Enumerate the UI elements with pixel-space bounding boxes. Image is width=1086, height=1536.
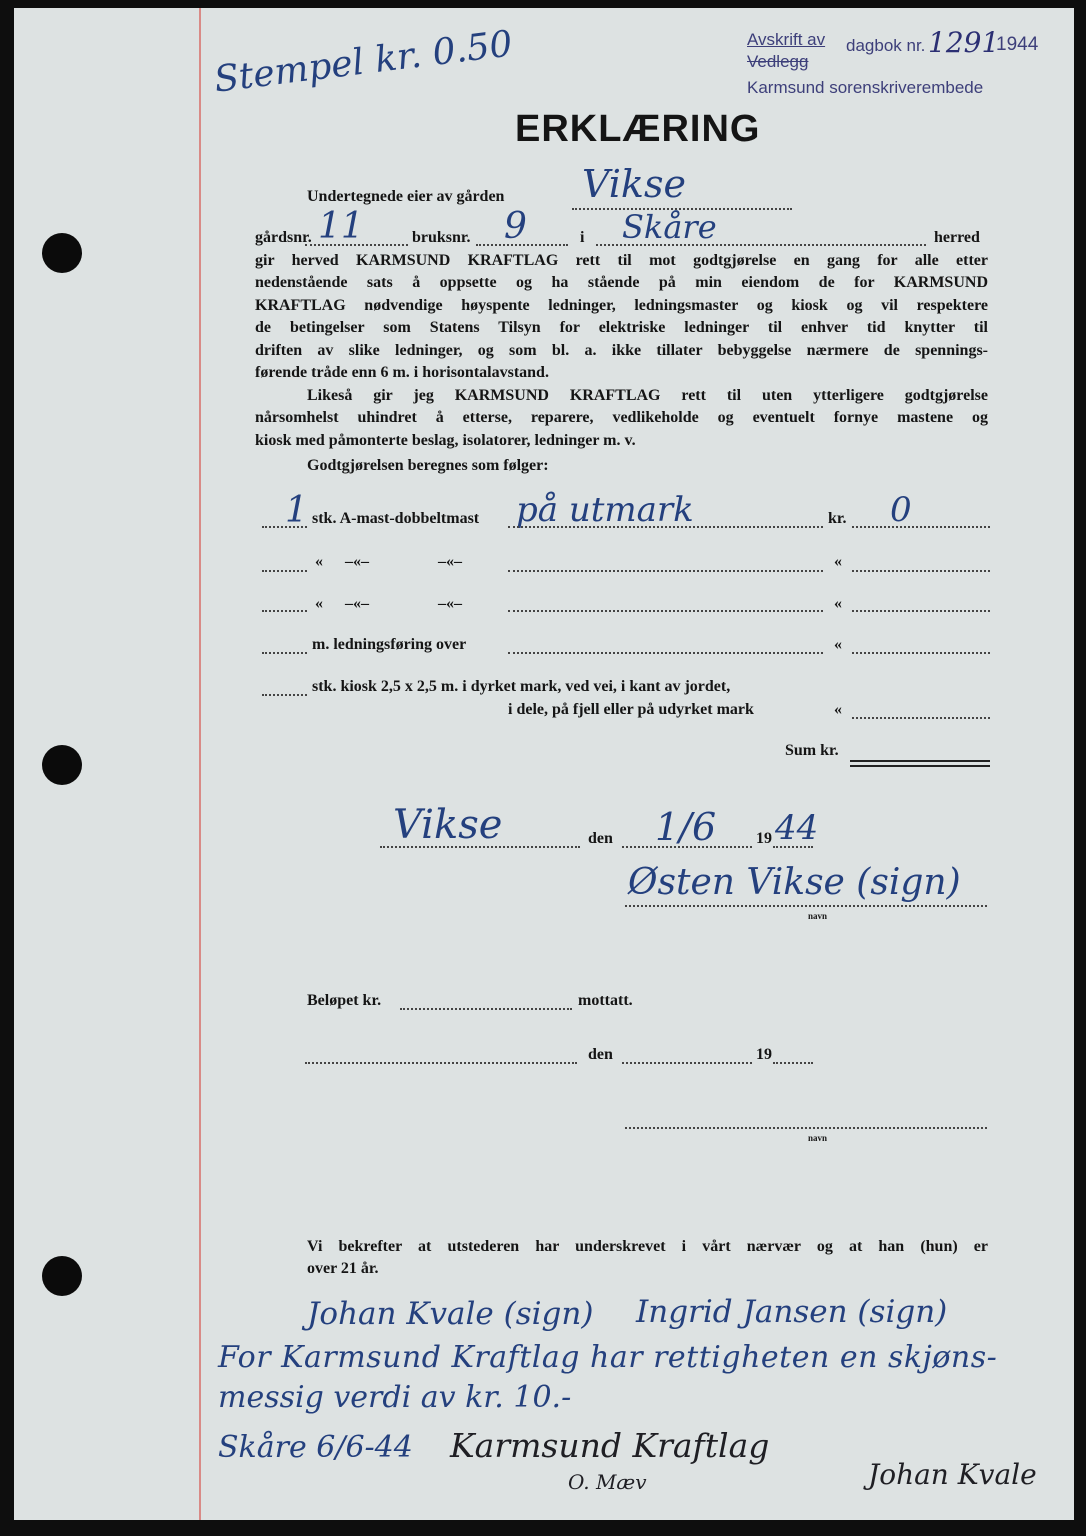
final-signature: Johan Kvale	[868, 1458, 1037, 1491]
qty-line	[262, 610, 307, 612]
mast-location: på utmark	[516, 490, 694, 530]
location-line	[508, 570, 823, 572]
amount-line	[852, 610, 990, 612]
witness-signature-1: Johan Kvale (sign)	[307, 1296, 594, 1332]
bnr-label: bruksnr.	[412, 229, 471, 246]
year-suffix: 44	[775, 808, 819, 848]
ditto-mark: –«–	[345, 553, 369, 570]
kr-label: kr.	[828, 510, 847, 527]
mast-amount: 0	[890, 490, 912, 530]
ditto-mark: «	[834, 701, 842, 718]
location-line	[508, 652, 823, 654]
year-line	[773, 846, 813, 848]
ditto-mark: «	[834, 595, 842, 612]
year-prefix: 19	[756, 830, 772, 847]
kiosk-label-2: i dele, på fjell eller på udyrket mark	[508, 701, 754, 718]
witness-statement	[307, 1236, 988, 1281]
location-line	[508, 526, 823, 528]
company-signature: Karmsund Kraftlag	[450, 1426, 770, 1465]
mottatt-label: mottatt.	[578, 992, 633, 1009]
payment-intro: Godtgjørelsen beregnes som følger:	[307, 457, 549, 474]
mast-quantity: 1	[285, 490, 308, 531]
sum-underline	[850, 760, 990, 762]
ledning-label: m. ledningsføring over	[312, 636, 467, 653]
dagbok-number: 1291	[928, 26, 1000, 59]
receipt-date-line	[622, 1062, 752, 1064]
stamp-fee-note: Stempel kr. 0.50	[212, 23, 515, 101]
witness-signature-2: Ingrid Jansen (sign)	[636, 1294, 948, 1330]
punch-hole	[42, 233, 82, 273]
receipt-navn-caption: navn	[808, 1133, 828, 1143]
paragraph-line: førende tråde enn 6 m. i horisontalavstand.	[255, 363, 549, 381]
gnr-value: 11	[318, 206, 364, 247]
paragraph-line: de betingelser som Statens Tilsyn for elektriske ledninger til enhver tid knytter til	[255, 319, 988, 337]
addendum-line-2: messig verdi av kr. 10.-	[218, 1380, 572, 1415]
ditto-mark: «	[315, 595, 323, 612]
kiosk-label: stk. kiosk 2,5 x 2,5 m. i dyrket mark, ved vei, i kant av jordet,	[312, 678, 731, 695]
signing-date: 1/6	[655, 805, 717, 849]
ditto-mark: –«–	[438, 595, 462, 612]
date-line	[622, 846, 752, 848]
receipt-den-label: den	[588, 1046, 613, 1063]
navn-caption: navn	[808, 911, 828, 921]
ditto-mark: –«–	[438, 553, 462, 570]
gnr-label: gårdsnr.	[255, 229, 312, 246]
signature-line	[625, 905, 987, 907]
ditto-mark: –«–	[345, 595, 369, 612]
amount-line	[852, 526, 990, 528]
municipality-value: Skåre	[622, 208, 717, 246]
punch-hole	[42, 1256, 82, 1296]
bnr-line	[476, 244, 568, 246]
addendum-line-1: For Karmsund Kraftlag har rettigheten en skjøns-	[218, 1340, 998, 1375]
receipt-place-line	[305, 1062, 577, 1064]
qty-line	[262, 526, 307, 528]
company-sub-signature: O. Mæv	[568, 1470, 647, 1494]
owner-label: Undertegnede eier av gården	[307, 188, 505, 205]
signing-place: Vikse	[393, 802, 503, 848]
location-line	[508, 610, 823, 612]
receipt-year-line	[773, 1062, 813, 1064]
amount-line	[852, 717, 990, 719]
belop-label: Beløpet kr.	[307, 992, 382, 1009]
ditto-mark: «	[315, 553, 323, 570]
i-label: i	[580, 229, 585, 246]
dagbok-label: dagbok nr.	[846, 36, 926, 55]
punch-hole	[42, 745, 82, 785]
paragraph-line: nedenstående sats å oppsette og ha stående på min eiendom de for KARMSUND	[255, 274, 988, 292]
den-label: den	[588, 830, 613, 847]
office-name: Karmsund sorenskriverembede	[747, 78, 984, 97]
page-title: ERKLÆRING	[515, 108, 761, 150]
witness-line: Vi bekrefter at utstederen har underskrevet i vårt nærvær og at han (hun) er	[307, 1238, 988, 1255]
bnr-value: 9	[504, 206, 527, 247]
farm-name: Vikse	[582, 162, 686, 206]
owner-signature: Østen Vikse (sign)	[628, 862, 961, 903]
qty-line	[262, 694, 307, 696]
herred-label: herred	[934, 229, 980, 246]
place-line	[380, 846, 580, 848]
receipt-signature-line	[625, 1127, 987, 1129]
amount-line	[852, 652, 990, 654]
sum-label: Sum kr.	[785, 742, 839, 759]
margin-line	[199, 8, 201, 1520]
dagbok-year: 1944	[996, 34, 1039, 55]
receipt-year-prefix: 19	[756, 1046, 772, 1063]
paragraph-line: Likeså gir jeg KARMSUND KRAFTLAG rett til uten ytterligere godtgjørelse	[307, 387, 988, 404]
witness-line: over 21 år.	[307, 1260, 379, 1278]
mast-label: stk. A-mast-dobbeltmast	[312, 510, 480, 527]
ditto-mark: «	[834, 553, 842, 570]
paragraph-line: nårsomhelst uhindret å etterse, reparere, vedlikeholde og eventuelt fornye mastene og	[255, 409, 988, 427]
paragraph-line: gir herved KARMSUND KRAFTLAG rett til mot godtgjørelse en gang for alle etter	[255, 252, 988, 269]
sum-underline	[850, 765, 990, 767]
paragraph-line: kiosk med påmonterte beslag, isolatorer, ledninger m. v.	[255, 431, 636, 449]
municipality-line	[596, 244, 926, 246]
struck-vedlegg: Vedlegg	[747, 52, 809, 71]
paragraph-line: driften av slike ledninger, og som bl. a. ikke tillater bebyggelse nærmere de spennings-	[255, 341, 988, 359]
qty-line	[262, 570, 307, 572]
addendum-place-date: Skåre 6/6-44	[218, 1430, 413, 1465]
paragraph-line: KRAFTLAG nødvendige høyspente ledninger, ledningsmaster og kiosk og vil respektere	[255, 296, 988, 314]
ditto-mark: «	[834, 636, 842, 653]
gnr-line	[305, 244, 408, 246]
maintenance-paragraph	[255, 385, 988, 452]
grant-paragraph	[255, 250, 988, 384]
amount-line	[852, 570, 990, 572]
belop-line	[400, 1008, 572, 1010]
qty-line	[262, 652, 307, 654]
avskrift-label: Avskrift av	[747, 30, 826, 49]
